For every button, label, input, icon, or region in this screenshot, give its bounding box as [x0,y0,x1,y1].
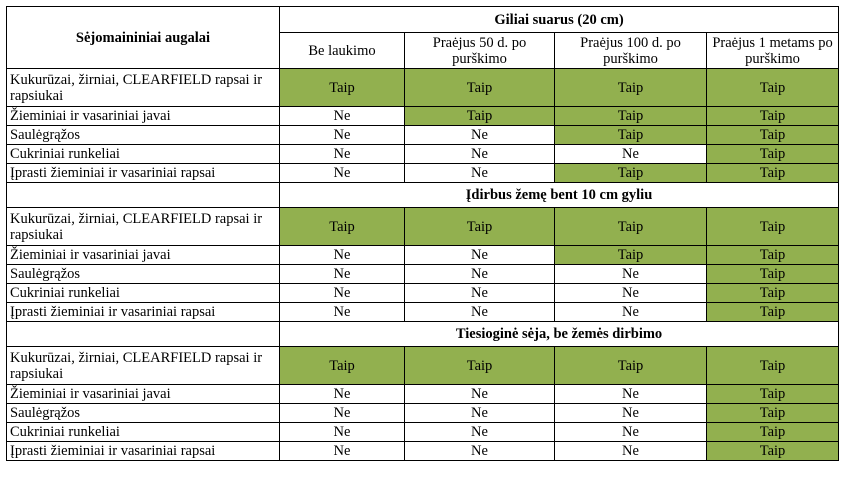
crop-name: Įprasti žieminiai ir vasariniai rapsai [7,164,280,183]
value-cell-yes: Taip [555,69,707,107]
value-cell-no: Ne [405,385,555,404]
section-spacer [7,322,280,347]
table-row [7,208,839,246]
table-row [7,303,839,322]
value-cell-no: Ne [405,442,555,461]
value-cell-no: Ne [405,265,555,284]
value-cell-yes: Taip [707,347,839,385]
value-cell-yes: Taip [405,107,555,126]
section-spacer [7,183,280,208]
crop-name: Kukurūzai, žirniai, CLEARFIELD rapsai ir rapsiukai [7,69,280,107]
value-cell-no: Ne [555,423,707,442]
value-cell-no: Ne [280,107,405,126]
crop-name: Žieminiai ir vasariniai javai [7,107,280,126]
crop-column-header: Sėjomaininiai augalai [7,7,280,69]
crop-name: Žieminiai ir vasariniai javai [7,385,280,404]
value-cell-yes: Taip [707,423,839,442]
value-cell-yes: Taip [405,69,555,107]
value-cell-no: Ne [405,246,555,265]
value-cell-yes: Taip [405,208,555,246]
value-cell-yes: Taip [555,107,707,126]
value-cell-yes: Taip [707,246,839,265]
value-cell-yes: Taip [707,303,839,322]
table-row [7,385,839,404]
value-cell-no: Ne [280,145,405,164]
value-cell-no: Ne [280,385,405,404]
value-cell-no: Ne [280,303,405,322]
crop-name: Įprasti žieminiai ir vasariniai rapsai [7,442,280,461]
value-cell-yes: Taip [707,69,839,107]
section-title: Tiesioginė sėja, be žemės dirbimo [280,322,839,347]
value-cell-no: Ne [555,145,707,164]
crop-name: Saulėgrąžos [7,126,280,145]
value-cell-yes: Taip [555,126,707,145]
crop-name: Saulėgrąžos [7,404,280,423]
value-cell-yes: Taip [707,404,839,423]
value-cell-no: Ne [280,126,405,145]
value-cell-no: Ne [280,404,405,423]
value-cell-yes: Taip [707,107,839,126]
column-header-50-days: Praėjus 50 d. po purškimo [405,33,555,69]
value-cell-no: Ne [555,385,707,404]
table-row [7,69,839,107]
value-cell-yes: Taip [707,145,839,164]
section-header-row [7,183,839,208]
table-row [7,265,839,284]
value-cell-yes: Taip [555,246,707,265]
value-cell-no: Ne [405,145,555,164]
value-cell-no: Ne [405,126,555,145]
crop-name: Žieminiai ir vasariniai javai [7,246,280,265]
column-header-1-year: Praėjus 1 metams po purškimo [707,33,839,69]
table-body [7,7,839,461]
section-header-row [7,322,839,347]
section-title: Įdirbus žemę bent 10 cm gyliu [280,183,839,208]
value-cell-no: Ne [280,423,405,442]
value-cell-yes: Taip [707,164,839,183]
value-cell-yes: Taip [707,126,839,145]
value-cell-no: Ne [405,423,555,442]
value-cell-yes: Taip [707,284,839,303]
table-row [7,404,839,423]
value-cell-yes: Taip [555,164,707,183]
table-row [7,423,839,442]
value-cell-no: Ne [280,164,405,183]
crop-name: Kukurūzai, žirniai, CLEARFIELD rapsai ir rapsiukai [7,347,280,385]
value-cell-no: Ne [555,265,707,284]
value-cell-no: Ne [555,284,707,303]
value-cell-no: Ne [405,164,555,183]
table-row [7,145,839,164]
value-cell-yes: Taip [280,69,405,107]
crop-name: Cukriniai runkeliai [7,145,280,164]
value-cell-no: Ne [280,246,405,265]
section-title: Giliai suarus (20 cm) [280,7,839,33]
value-cell-no: Ne [405,303,555,322]
column-header-no-wait: Be laukimo [280,33,405,69]
value-cell-yes: Taip [280,208,405,246]
value-cell-no: Ne [555,442,707,461]
header-row [7,7,839,33]
value-cell-no: Ne [405,404,555,423]
value-cell-no: Ne [280,442,405,461]
value-cell-yes: Taip [707,265,839,284]
value-cell-yes: Taip [707,385,839,404]
crop-name: Cukriniai runkeliai [7,423,280,442]
table-row [7,442,839,461]
table-row [7,246,839,265]
crop-name: Cukriniai runkeliai [7,284,280,303]
table-row [7,284,839,303]
value-cell-yes: Taip [555,208,707,246]
value-cell-yes: Taip [707,442,839,461]
value-cell-yes: Taip [707,208,839,246]
table-row [7,126,839,145]
value-cell-no: Ne [555,404,707,423]
value-cell-no: Ne [280,284,405,303]
value-cell-no: Ne [555,303,707,322]
value-cell-yes: Taip [555,347,707,385]
crop-rotation-table [6,6,839,461]
value-cell-yes: Taip [280,347,405,385]
crop-name: Įprasti žieminiai ir vasariniai rapsai [7,303,280,322]
value-cell-yes: Taip [405,347,555,385]
table-row [7,107,839,126]
table-row [7,164,839,183]
table-row [7,347,839,385]
crop-name: Saulėgrąžos [7,265,280,284]
value-cell-no: Ne [405,284,555,303]
column-header-100-days: Praėjus 100 d. po purškimo [555,33,707,69]
value-cell-no: Ne [280,265,405,284]
crop-name: Kukurūzai, žirniai, CLEARFIELD rapsai ir rapsiukai [7,208,280,246]
